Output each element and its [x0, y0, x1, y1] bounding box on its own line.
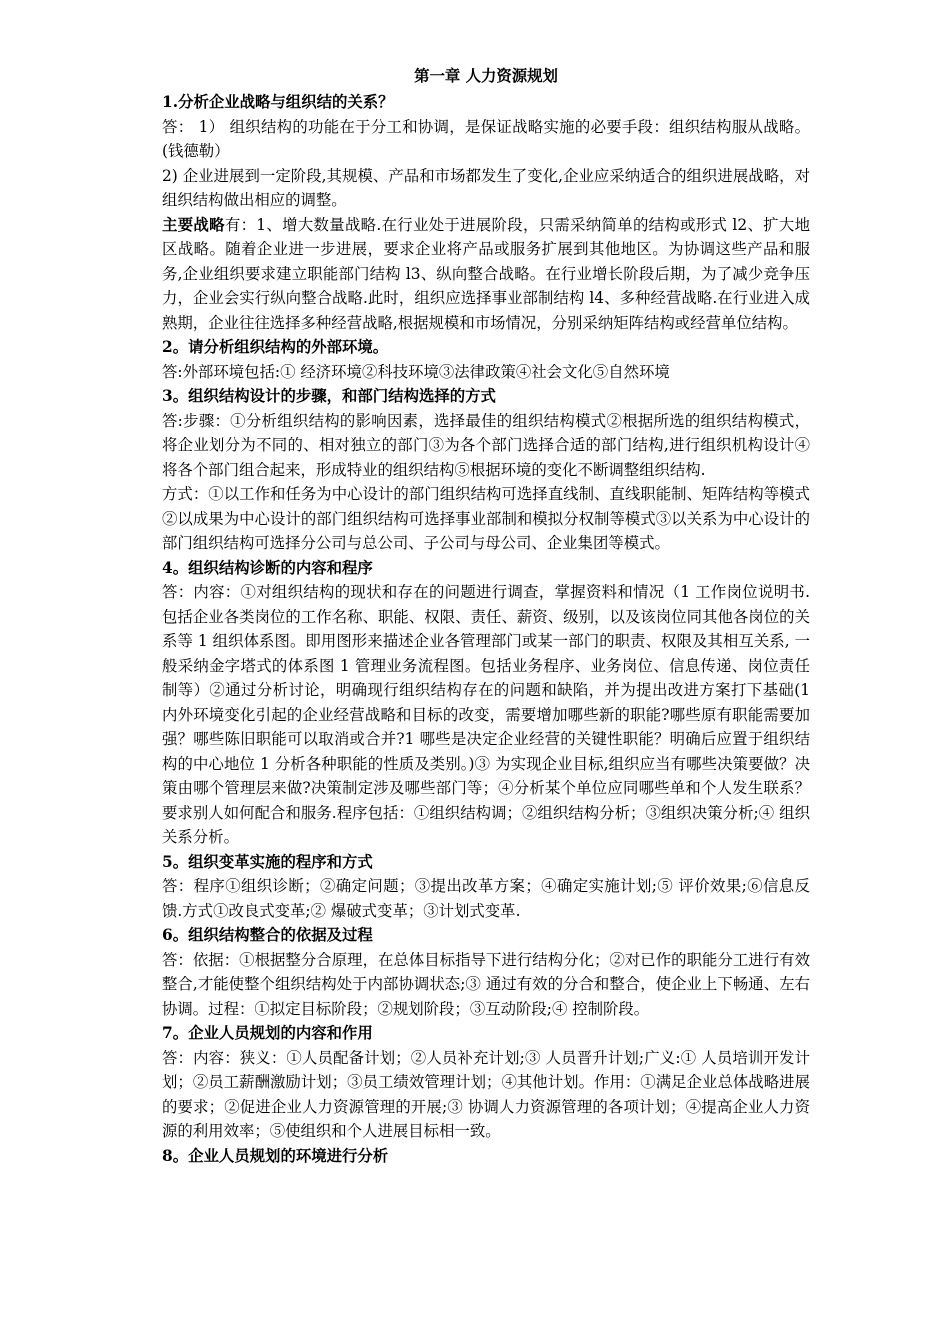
strategy-label: 主要战略: [162, 215, 225, 234]
section-1-answer-2: 2) 企业进展到一定阶段,其规模、产品和市场都发生了变化,企业应采纳适合的组织进展战略，对组织结构做出相应的调整。: [162, 166, 810, 209]
section-1-answer-1: 答： 1） 组织结构的功能在于分工和协调，是保证战略实施的必要手段：组织结构服从战略。(钱德勒）: [162, 117, 810, 160]
section-6-answer: 答：依据：①根据整分合原理，在总体目标指导下进行结构分化；②对已作的职能分工进行有效整合,才能使整个组织结构处于内部协调状态;③ 通过有效的分合和整合，使企业上下畅通、左右协调。过程：①拟定目标阶段；②规划阶段；③互动阶段;④ 控制阶段。: [162, 950, 810, 1018]
section-5-answer: 答：程序①组织诊断；②确定问题；③提出改革方案；④确定实施计划;⑤ 评价效果;⑥信息反馈.方式①改良式变革;② 爆破式变革；③计划式变革.: [162, 877, 810, 920]
section-5-heading: 5。组织变革实施的程序和方式: [162, 852, 373, 871]
section-7-answer: 答：内容：狭义：①人员配备计划；②人员补充计划;③ 人员晋升计划;广义:① 人员培训开发计划；②员工薪酬激励计划；③员工绩效管理计划；④其他计划。作用：①满足企业总体战略进展的要求；②促进企业人力资源管理的开展;③ 协调人力资源管理的各项计划；④提高企业人力资源的利用效率；⑤使组织和个人进展目标相一致。: [162, 1048, 810, 1140]
section-4-heading: 4。组织结构诊断的内容和程序: [162, 558, 373, 577]
section-3-heading: 3。组织结构设计的步骤，和部门结构选择的方式: [162, 387, 496, 405]
section-3-answer-1: 答:步骤：①分析组织结构的影响因素，选择最佳的组织结构模式②根据所选的组织结构模式，将企业划分为不同的、相对独立的部门③为各个部门选择合适的部门结构,进行组织机构设计④将各个部门组合起来，形成特业的组织结构⑤根据环境的变化不断调整组织结构.: [162, 411, 810, 479]
section-6-heading: 6。组织结构整合的依据及过程: [162, 926, 373, 944]
document-page: [162, 64, 810, 1168]
section-8-heading: 8。企业人员规划的环境进行分析: [162, 1146, 389, 1165]
section-2-heading: 2。请分析组织结构的外部环境。: [162, 338, 389, 356]
document-title: 第一章 人力资源规划: [414, 67, 558, 85]
section-4-answer: 答：内容：①对组织结构的现状和存在的问题进行调查，掌握资料和情况（1 工作岗位说明书. 包括企业各类岗位的工作名称、职能、权限、责任、薪资、级别，以及该岗位同其他各岗位的关系等 1 组织体系图。即用图形来描述企业各管理部门或某一部门的职责、权限及其相互关系, 一般采纳金字塔式的体系图 1 管理业务流程图。包括业务程序、业务岗位、信息传递、岗位责任制等）②通过分析讨论，明确现行组织结构存在的问题和缺陷，并为提出改进方案打下基础(1 内外环境变化引起的企业经营战略和目标的改变，需要增加哪些新的职能?哪些原有职能需要加强？哪些陈旧职能可以取消或合并?1 哪些是决定企业经营的关键性职能？明确后应置于组织结构的中心地位 1 分析各种职能的性质及类别。)③ 为实现企业目标,组织应当有哪些决策要做？决策由哪个管理层来做?决策制定涉及哪些部门等；④分析某个单位应同哪些单和个人发生联系？要求别人如何配合和服务.程序包括：①组织结构调；②组织结构分析；③组织决策分析;④ 组织关系分析。: [162, 583, 810, 846]
section-2-answer: 答:外部环境包括:① 经济环境②科技环境③法律政策④社会文化⑤自然环境: [162, 362, 670, 381]
strategy-text: 有：1、增大数量战略.在行业处于进展阶段，只需采纳简单的结构或形式 l2、扩大地区战略。随着企业进一步进展，要求企业将产品或服务扩展到其他地区。为协调这些产品和服务,企业组织要求建立职能部门结构 l3、纵向整合战略。在行业增长阶段后期，为了减少竞争压力，企业会实行纵向整合战略.此时，组织应选择事业部制结构 l4、多种经营战略.在行业进入成熟期，企业往往选择多种经营战略,根据规模和市场情况，分别采纳矩阵结构或经营单位结构。: [162, 215, 810, 332]
section-3-answer-2: 方式：①以工作和任务为中心设计的部门组织结构可选择直线制、直线职能制、矩阵结构等模式②以成果为中心设计的部门组织结构可选择事业部制和模拟分权制等模式③以关系为中心设计的部门组织结构可选择分公司与总公司、子公司与母公司、企业集团等模式。: [162, 485, 810, 552]
section-1-heading: 1.分析企业战略与组织结的关系？: [162, 93, 394, 111]
section-1-strategy: [162, 213, 810, 336]
section-7-heading: 7。企业人员规划的内容和作用: [162, 1024, 373, 1042]
